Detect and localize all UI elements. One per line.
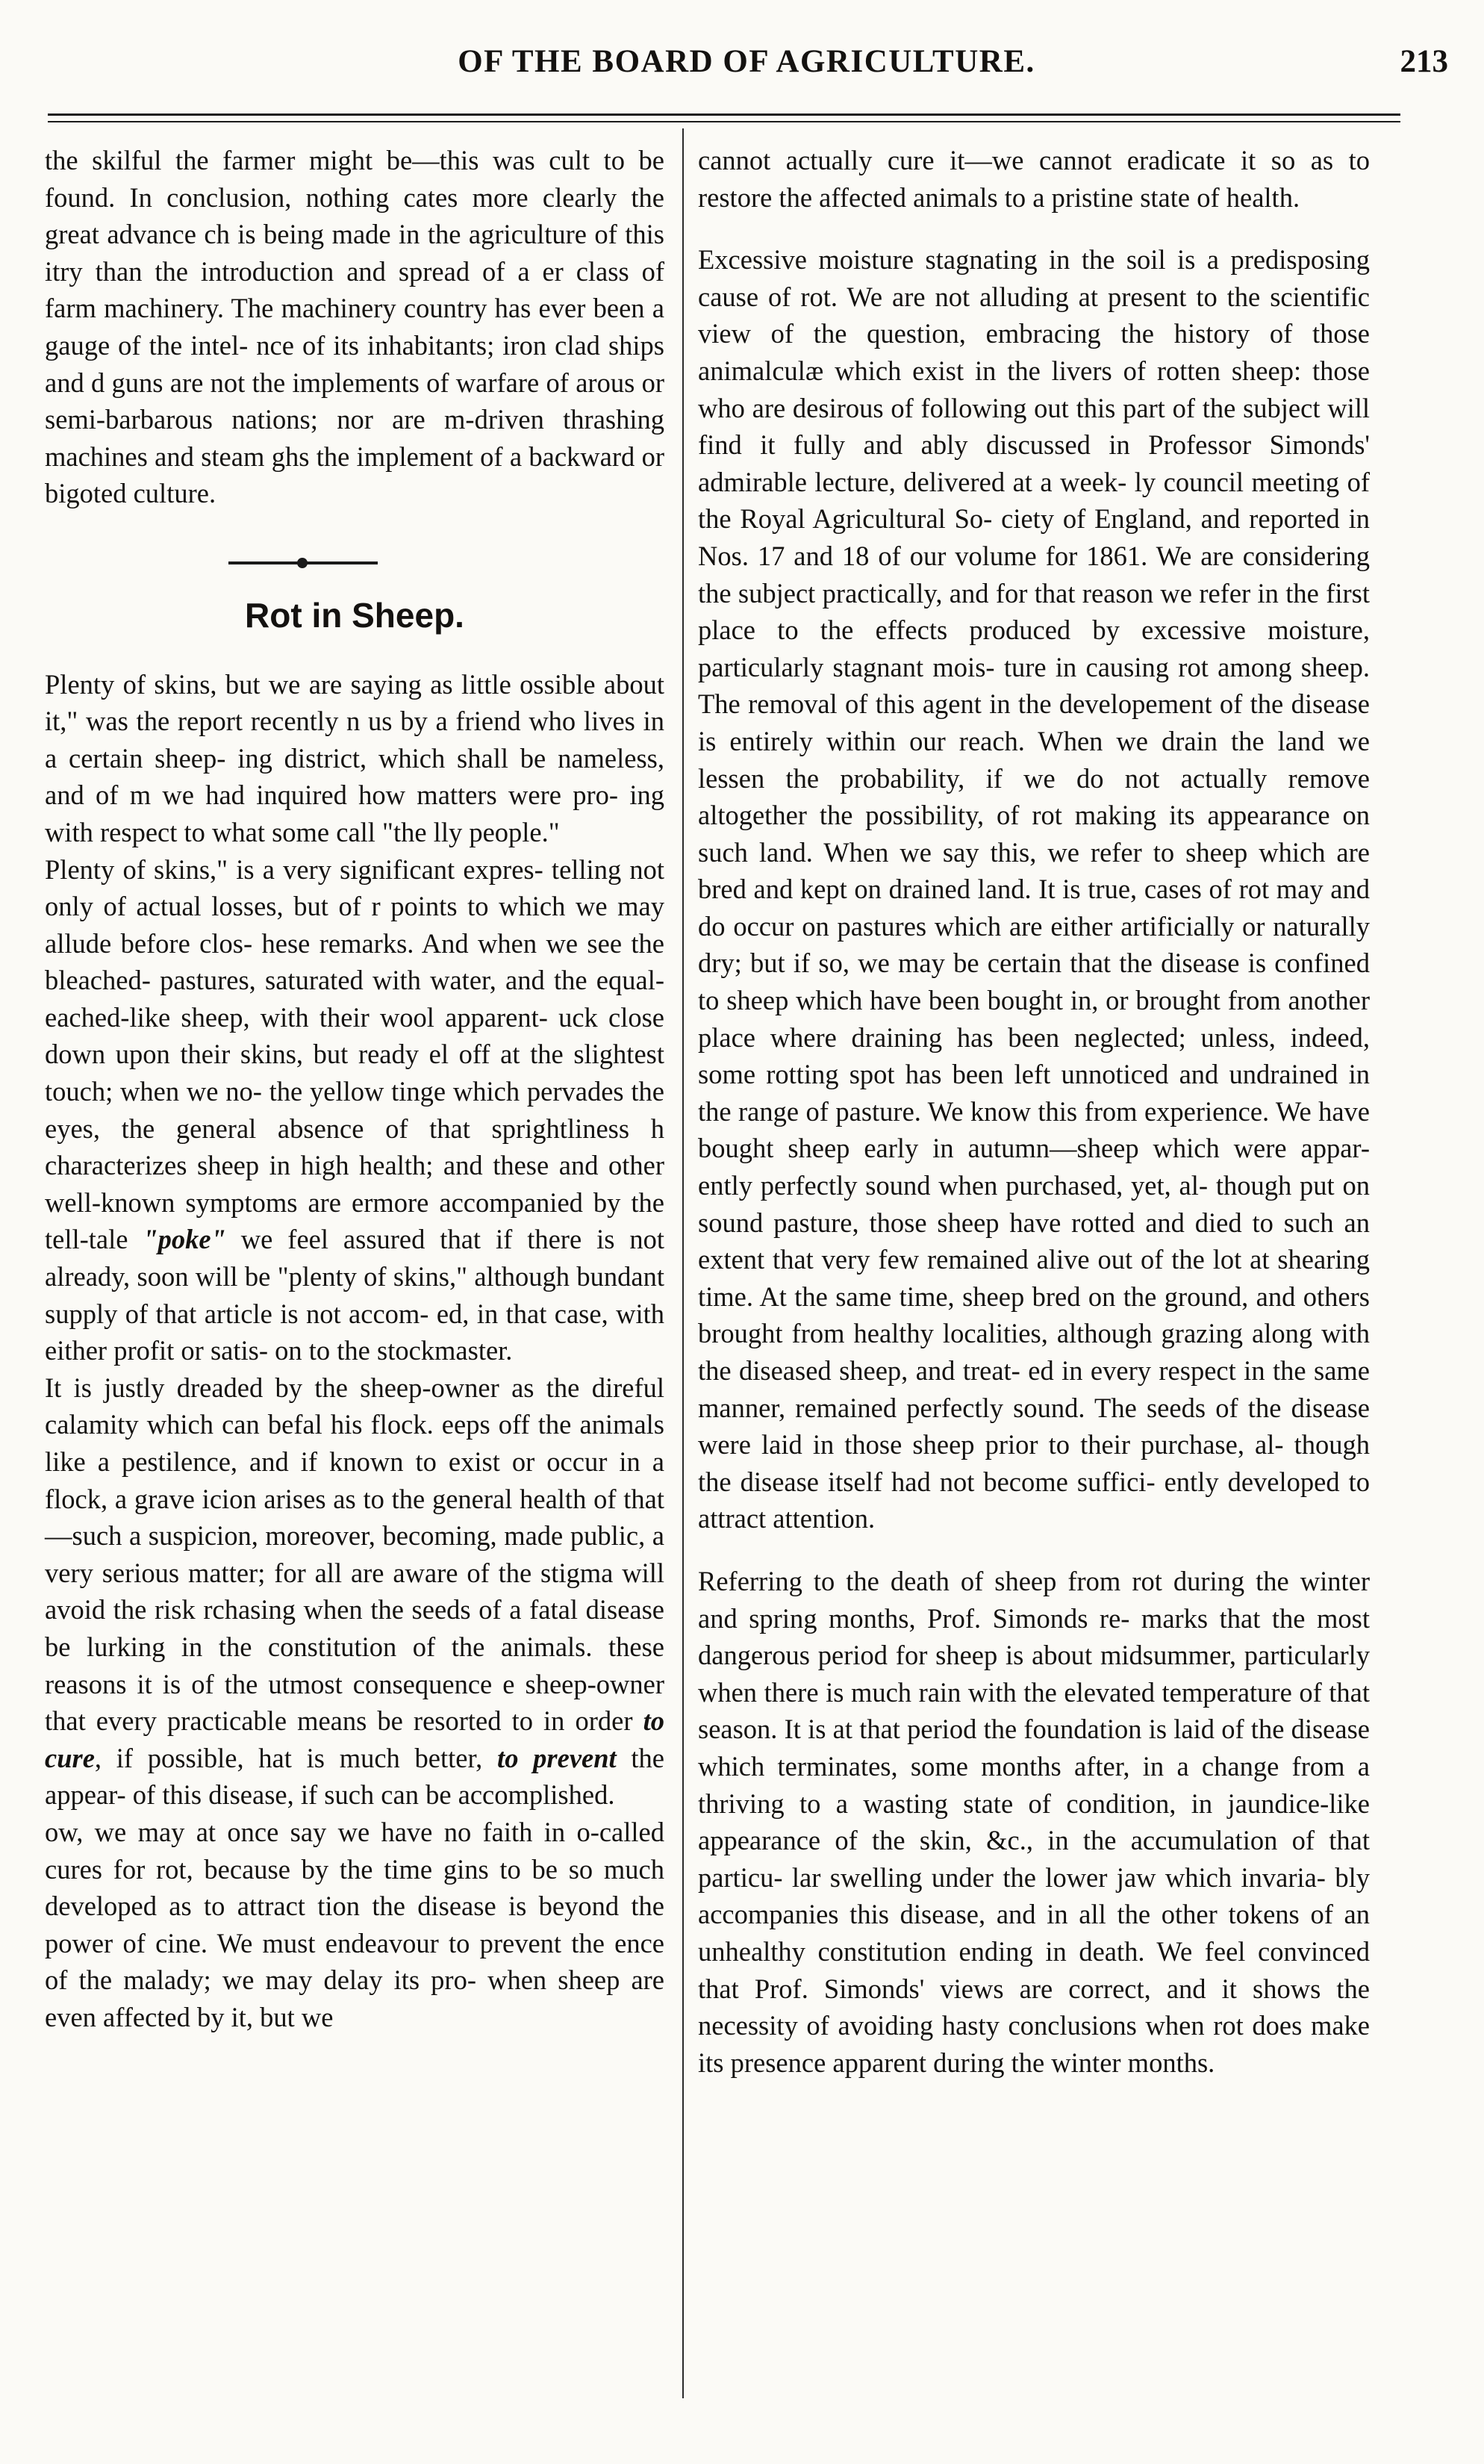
- right-paragraph-2: Excessive moisture stagnating in the soil is a predisposing cause of rot. We are not alluding at present to the scientific view of the question, embracing the history of those animalculæ which exist in the livers of rotten sheep: those who are desirous of following out this part of the subject will find it fully and ably discussed in Professor Simonds' admirable lecture, delivered at a week- ly council meeting of the Royal Agricultural So- ciety of England, and reported in Nos. 17 and 18 of our volume for 1861. We are considering the subject practically, and for that reason we refer in the first place to the effects produced by excessive moisture, particularly stagnant mois- ture in causing rot among sheep. The removal of this agent in the developement of the disease is entirely within our reach. When we drain the land we lessen the probability, if we do not actually remove altogether the possibility, of rot making its appearance on such land. When we say this, we refer to sheep which are bred and kept on drained land. It is true, cases of rot may and do occur on pastures which are either artificially or naturally dry; but if so, we may be certain that the disease is confined to sheep which have been bought in, or brought from another place where draining has been neglected; unless, indeed, some rotting spot has been left unnoticed and undrained in the range of pasture. We know this from experience. We have bought sheep early in autumn—sheep which were appar- ently perfectly sound when purchased, yet, al- though put on sound pasture, those sheep have rotted and died to such an extent that very few remained alive out of the lot at shearing time. At the same time, sheep bred on the ground, and others brought from healthy localities, although grazing along with the diseased sheep, and treat- ed in every respect in the same manner, remained perfectly sound. The seeds of the disease were laid in those sheep prior to their purchase, al- though the disease itself had not become suffici- ently developed to attract attention.: [698, 244, 1370, 1534]
- p3-text-c: the appear- of this disease, if such can be accomplished.: [45, 1742, 665, 1811]
- to-cure-emphasis: to cure: [45, 1705, 664, 1773]
- ornament-dot: [297, 558, 308, 568]
- p3-text-b: , if possible, hat is much better,: [94, 1742, 498, 1773]
- right-paragraph-3: Referring to the death of sheep from rot during the winter and spring months, Prof. Simonds re- marks that the most dangerous period for sheep is about midsummer, particularly when there is much rain with the elevated temperature of that season. It is at that period the foundation is laid of the disease which terminates, some months after, in a change from a thriving to a wasting state of condition, in jaundice-like appearance of the skin, &c., in the accumulation of that particu- lar swelling under the lower jaw which invaria- bly accompanies this disease, and in all the other tokens of an unhealthy constitution ending in death. We feel convinced that Prof. Simonds' views are correct, and it shows the necessity of avoiding hasty conclusions when rot does make its presence apparent during the winter months.: [698, 1565, 1370, 2078]
- page-number: 213: [1400, 44, 1448, 79]
- header-rule-bottom: [48, 121, 1400, 122]
- article-paragraph-2: [45, 851, 664, 1369]
- p2-text-a: Plenty of skins," is a very significant expres- telling not only of actual losses, but of r points to which we may allude before clos- hese remarks. And when we see the bleached- pastures, saturated with water, and the equal- eached-like sheep, with their wool apparent- uck close down upon their skins, but ready el off at the slightest touch; when we no- the yellow tinge which pervades the eyes, the general absence of that sprightliness h characterizes sheep in high health; and these and other well-known symptoms are ermore accompanied by the tell-tale: [45, 853, 664, 1255]
- article-paragraph-4: ow, we may at once say we have no faith in o-called cures for rot, because by the time gins to be so much developed as to attract tion the disease is beyond the power of cine. We must endeavour to prevent the ence of the malady; we may delay its pro- when sheep are even affected by it, but we: [45, 1816, 664, 2032]
- p3-text-a: It is justly dreaded by the sheep-owner as the direful calamity which can befal his flock. eeps off the animals like a pestilence, and if known to exist or occur in a flock, a grave icion arises as to the general health of that —such a suspicion, moreover, becoming, made public, a very serious matter; for all are aware of the stigma will avoid the risk rchasing when the seeds of a fatal disease be lurking in the constitution of the animals. these reasons it is of the utmost consequence e sheep-owner that every practicable means be resorted to in order: [45, 1372, 664, 1737]
- article-paragraph-3: [45, 1369, 664, 1814]
- poke-emphasis: "poke": [143, 1224, 226, 1255]
- article-paragraph-1: Plenty of skins, but we are saying as little ossible about it," was the report recently n us by a friend who lives in a certain sheep- ing district, which shall be nameless, and of m we had inquired how matters were pro- ing with respect to what some call "the lly people.": [45, 668, 664, 847]
- section-ornament: [45, 545, 664, 597]
- running-header: [45, 43, 1448, 88]
- header-title: OF THE BOARD OF AGRICULTURE.: [458, 44, 1035, 79]
- left-column: [45, 142, 664, 2036]
- article-heading: Rot in Sheep.: [245, 595, 464, 635]
- p2-text-b: we feel assured that if there is not already, soon will be "plenty of skins," although bundant supply of that article is not accom- ed, in that case, with either profit or satis- on to the stockmaster.: [45, 1224, 664, 1366]
- to-prevent-emphasis: to prevent: [497, 1742, 617, 1773]
- left-intro-paragraph: the skilful the farmer might be—this was cult to be found. In conclusion, nothing cates more clearly the great advance ch is being made in the agriculture of this itry than the introduction and spread of a er class of farm machinery. The machinery country has ever been a gauge of the intel- nce of its inhabitants; iron clad ships and d guns are not the implements of warfare of arous or semi-barbarous nations; nor are m-driven thrashing machines and steam ghs the implement of a backward or bigoted culture.: [45, 145, 664, 509]
- column-divider: [682, 128, 684, 2398]
- header-rule-top: [48, 113, 1400, 116]
- right-column: [698, 142, 1370, 2081]
- right-paragraph-1: cannot actually cure it—we cannot eradicate it so as to restore the affected animals to a pristine state of health.: [698, 145, 1370, 213]
